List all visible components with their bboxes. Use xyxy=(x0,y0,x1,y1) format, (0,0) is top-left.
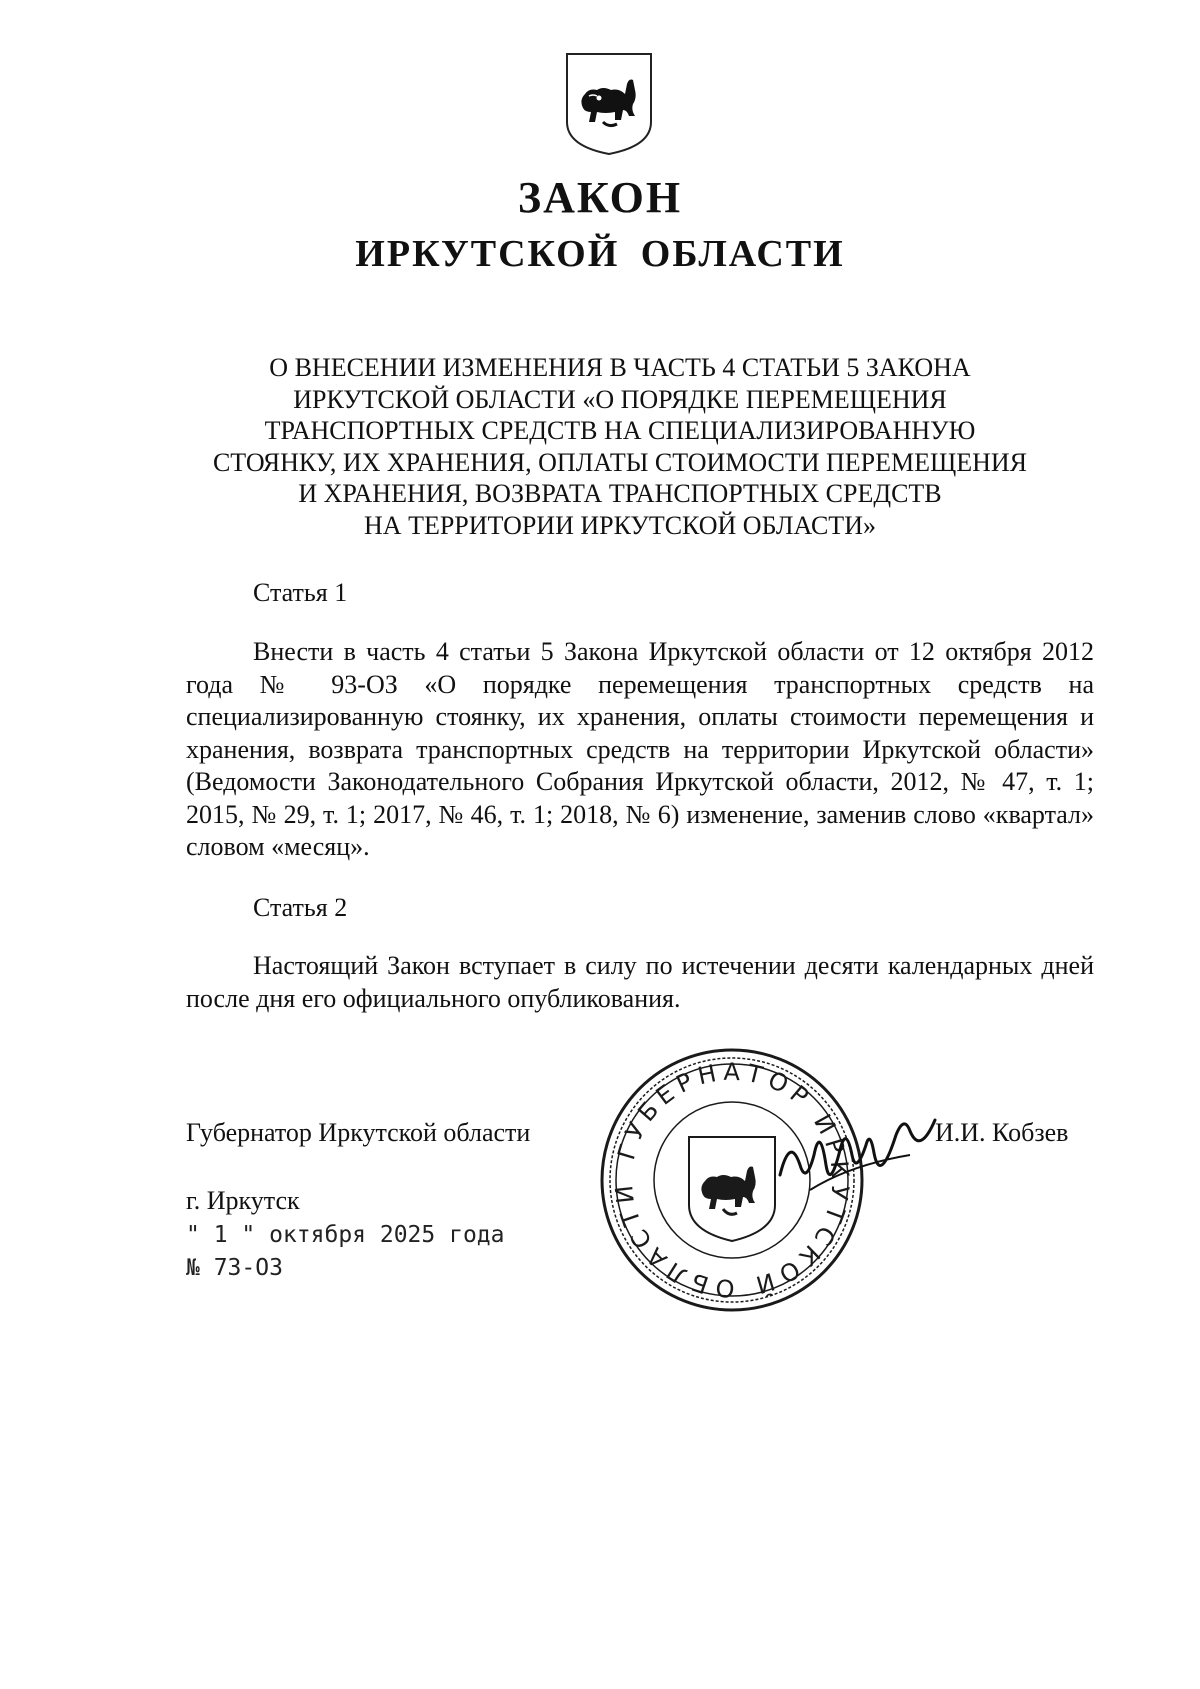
subject-line: НА ТЕРРИТОРИИ ИРКУТСКОЙ ОБЛАСТИ» xyxy=(364,510,876,540)
article-1-text: Внести в часть 4 статьи 5 Закона Иркутской области от 12 октября 2012 года № 93-ОЗ «О порядке перемещения транспортных средств на специализированную стоянку, их хранения, оплаты стоимости перемещения и хранения, возврата транспортных средств на территории Иркутской области» (Ведомости Законодательного Собрания Иркутской области, 2012, № 47, т. 1; 2015, № 29, т. 1; 2017, № 46, т. 1; 2018, № 6) изменение, заменив слово «квартал» словом «месяц». xyxy=(186,637,1094,861)
document-title: ЗАКОН xyxy=(517,173,683,222)
article-2-text: Настоящий Закон вступает в силу по истечении десяти календарных дней после дня его официального опубликования. xyxy=(186,951,1094,1013)
handwritten-signature-icon xyxy=(770,1095,950,1215)
coat-of-arms-icon xyxy=(563,50,655,158)
document-region: ИРКУТСКОЙ ОБЛАСТИ xyxy=(355,233,845,275)
subject-line: О ВНЕСЕНИИ ИЗМЕНЕНИЯ В ЧАСТЬ 4 СТАТЬИ 5 ЗАКОНА xyxy=(269,353,971,382)
subject-line: ИРКУТСКОЙ ОБЛАСТИ «О ПОРЯДКЕ ПЕРЕМЕЩЕНИЯ xyxy=(293,384,947,414)
place-of-signing: г. Иркутск xyxy=(186,1186,300,1215)
law-subject xyxy=(150,352,1090,541)
subject-line: СТОЯНКУ, ИХ ХРАНЕНИЯ, ОПЛАТЫ СТОИМОСТИ ПЕРЕМЕЩЕНИЯ xyxy=(212,447,1028,477)
signing-date: " 1 " октября 2025 года xyxy=(186,1222,505,1248)
article-1-heading: Статья 1 xyxy=(253,578,348,607)
article-2-heading: Статья 2 xyxy=(253,893,348,922)
subject-line: ТРАНСПОРТНЫХ СРЕДСТВ НА СПЕЦИАЛИЗИРОВАННУЮ xyxy=(264,416,976,445)
seal-text: ГУБЕРНАТОР ИРКУТСКОЙ ОБЛАСТИ xyxy=(609,1057,855,1303)
signatory-name: И.И. Кобзев xyxy=(935,1118,1069,1147)
subject-line: И ХРАНЕНИЯ, ВОЗВРАТА ТРАНСПОРТНЫХ СРЕДСТВ xyxy=(298,479,942,508)
signatory-position: Губернатор Иркутской области xyxy=(186,1118,531,1147)
law-number: № 73-ОЗ xyxy=(186,1255,283,1281)
